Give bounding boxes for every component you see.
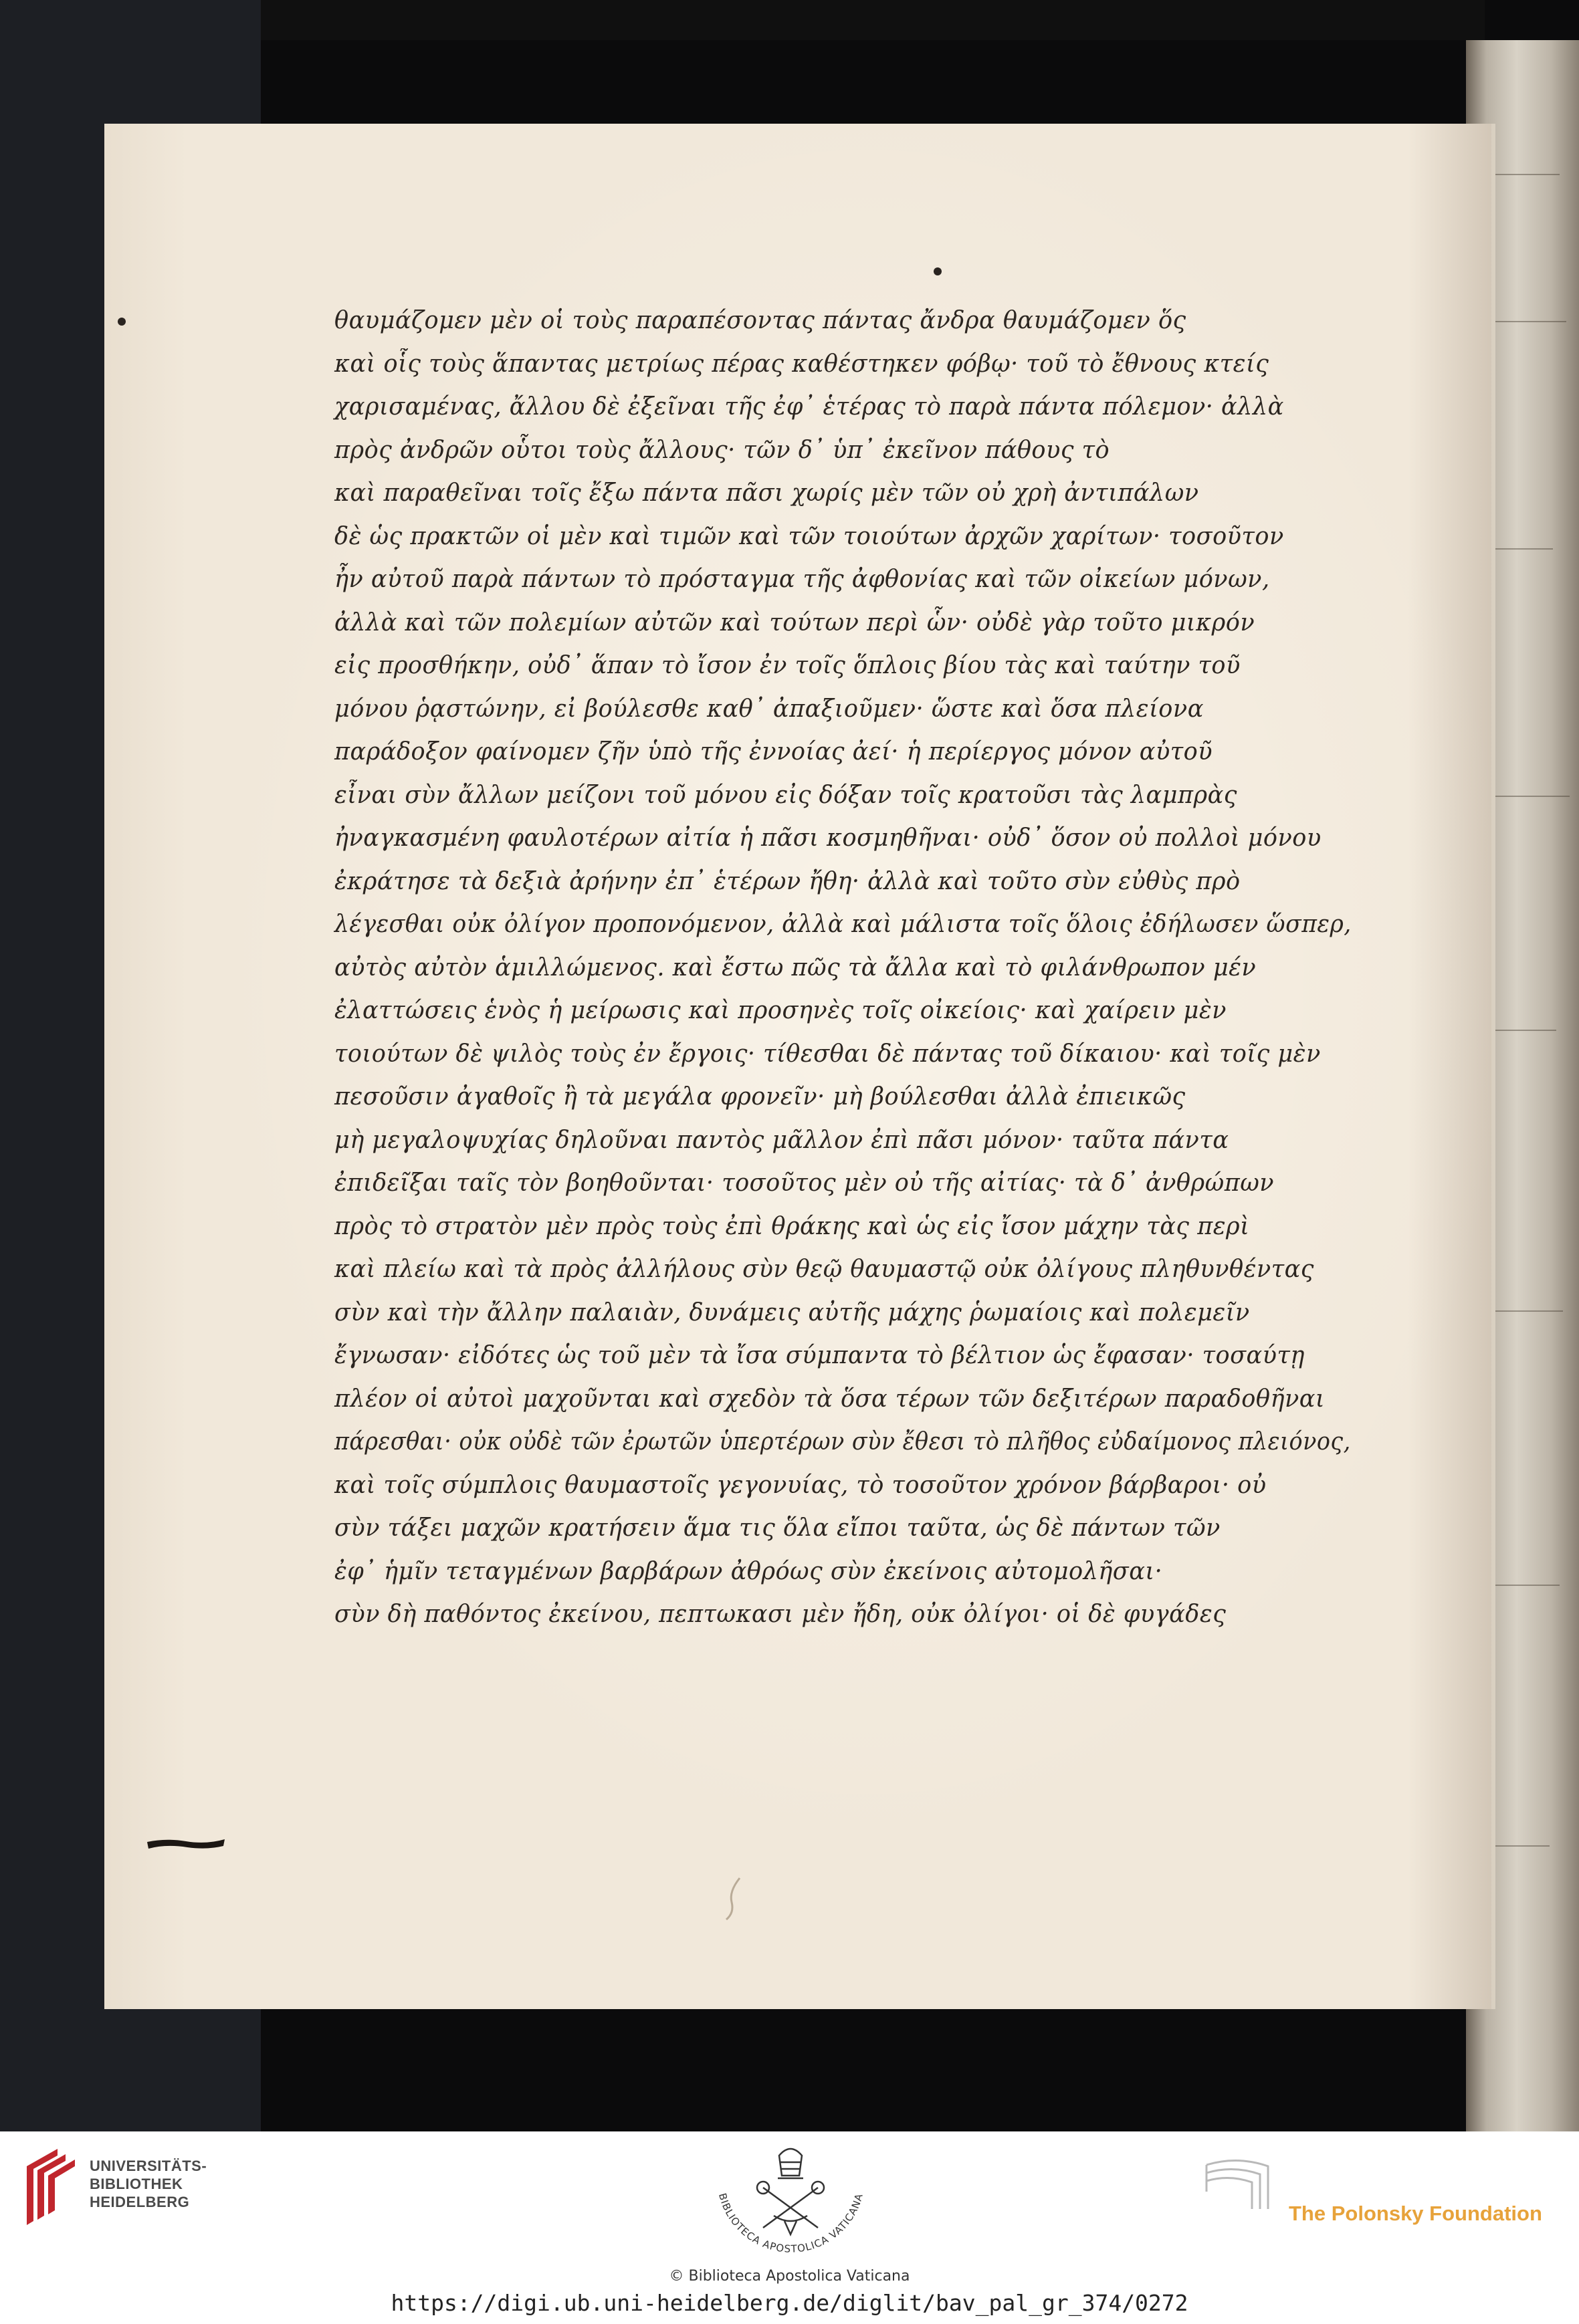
manuscript-line-text: χαρισαμένας, ἄλλου δὲ ἐξεῖναι τῆς ἐφ᾽ ἑτέρας τὸ παρὰ πάντα πόλεμον· ἀλλὰ	[334, 393, 1284, 421]
manuscript-line	[334, 691, 1378, 734]
manuscript-line-text: καὶ οἷς τοὺς ἅπαντας μετρίως πέρας καθέστηκεν φόβῳ· τοῦ τὸ ἔθνους κτείς	[334, 350, 1269, 378]
svg-text:BIBLIOTECA APOSTOLICA VATICANA	[716, 2192, 865, 2255]
page-url[interactable]: https://digi.ub.uni-heidelberg.de/diglit/bav_pal_gr_374/0272	[391, 2290, 1188, 2316]
manuscript-line	[334, 346, 1378, 389]
manuscript-line	[334, 733, 1378, 777]
manuscript-line-text: εἰς προσθήκην, οὐδ᾽ ἅπαν τὸ ἴσον ἐν τοῖς ὅπλοις βίου τὰς καὶ ταύτην τοῦ	[334, 652, 1241, 679]
library-name-line: UNIVERSITÄTS-	[90, 2158, 207, 2174]
manuscript-line	[334, 906, 1378, 949]
manuscript-line	[334, 1553, 1378, 1597]
manuscript-line-text: ἠναγκασμένη φαυλοτέρων αἰτία ἡ πᾶσι κοσμηθῆναι· οὐδ᾽ ὅσον οὐ πολλοὶ μόνου	[334, 824, 1322, 852]
manuscript-line	[334, 647, 1378, 691]
manuscript-line-text: ἐφ᾽ ἡμῖν τεταγμένων βαρβάρων ἀθρόως σὺν ἐκείνοις αὐτομολῆσαι·	[334, 1557, 1163, 1585]
manuscript-line	[334, 1036, 1378, 1079]
page-dot	[934, 267, 942, 275]
manuscript-line-text: σὺν δὴ παθόντος ἐκείνου, πεπτωκασι μὲν ἤδη, οὐκ ὀλίγοι· οἱ δὲ φυγάδες	[334, 1601, 1227, 1628]
library-name-line: HEIDELBERG	[90, 2194, 190, 2210]
manuscript-line	[334, 302, 1378, 346]
manuscript-line-text: μόνου ῥᾳστώνην, εἰ βούλεσθε καθ᾽ ἀπαξιοῦμεν· ὥστε καὶ ὅσα πλείονα	[334, 695, 1204, 723]
scan-background-top	[261, 0, 1485, 40]
copyright-notice: © Biblioteca Apostolica Vaticana	[669, 2268, 910, 2285]
manuscript-line-text: παράδοξον φαίνομεν ζῆν ὑπὸ τῆς ἐννοίας ἀεί· ἡ περίεργος μόνον αὐτοῦ	[334, 738, 1213, 766]
manuscript-line-text: ἔγνωσαν· εἰδότες ὡς τοῦ μὲν τὰ ἴσα σύμπαντα τὸ βέλτιον ὡς ἔφασαν· τοσαύτῃ	[334, 1342, 1305, 1369]
manuscript-line-text: αὐτὸς αὐτὸν ἁμιλλώμενος. καὶ ἔστω πῶς τὰ ἄλλα καὶ τὸ φιλάνθρωπον μέν	[334, 953, 1257, 981]
manuscript-line	[334, 1294, 1378, 1338]
manuscript-line	[334, 432, 1378, 475]
manuscript-line	[334, 518, 1378, 562]
manuscript-line	[334, 604, 1378, 648]
manuscript-line	[334, 1337, 1378, 1381]
manuscript-line	[334, 1165, 1378, 1208]
ink-blot	[146, 1835, 226, 1853]
manuscript-line-text: μὴ μεγαλοψυχίας δηλοῦναι παντὸς μᾶλλον ἐπὶ πᾶσι μόνον· ταῦτα πάντα	[334, 1126, 1229, 1154]
papal-emblem-icon[interactable]	[699, 2141, 883, 2275]
bav-ring-text: BIBLIOTECA APOSTOLICA VATICANA	[716, 2192, 865, 2255]
manuscript-line-text: πλέον οἱ αὐτοὶ μαχοῦνται καὶ σχεδὸν τὰ ὅσα τέρων τῶν δεξιτέρων παραδοθῆναι	[334, 1385, 1326, 1413]
manuscript-line	[334, 1423, 1378, 1467]
manuscript-line	[334, 863, 1378, 907]
manuscript-line-text: σὺν καὶ τὴν ἄλλην παλαιὰν, δυνάμεις αὐτῆς μάχης ῥωμαίοις καὶ πολεμεῖν	[334, 1298, 1250, 1326]
manuscript-line	[334, 1251, 1378, 1294]
manuscript-line-text: πρὸς ἀνδρῶν οὗτοι τοὺς ἄλλους· τῶν δ᾽ ὑπ᾽ ἐκεῖνον πάθους τὸ	[334, 436, 1110, 464]
manuscript-line-text: καὶ τοῖς σύμπλοις θαυμαστοῖς γεγονυίας, τὸ τοσοῦτον χρόνον βάρβαροι· οὐ	[334, 1471, 1267, 1499]
manuscript-line-text: ἐκράτησε τὰ δεξιὰ ἀρήνην ἐπ᾽ ἑτέρων ἤθη· ἀλλὰ καὶ τοῦτο σὺν εὐθὺς πρὸ	[334, 867, 1241, 895]
manuscript-line	[334, 1208, 1378, 1252]
manuscript-line	[334, 388, 1378, 432]
manuscript-line	[334, 475, 1378, 518]
library-name[interactable]	[90, 2157, 207, 2211]
faint-pencil-mark	[720, 1875, 746, 1922]
manuscript-text	[334, 302, 1378, 1639]
manuscript-line	[334, 1467, 1378, 1510]
manuscript-line-text: ἐλαττώσεις ἑνὸς ἡ μείρωσις καὶ προσηνὲς τοῖς οἰκείοις· καὶ χαίρειν μὲν	[334, 997, 1227, 1024]
page-dot	[118, 318, 126, 326]
manuscript-line-text: τοιούτων δὲ ψιλὸς τοὺς ἐν ἔργοις· τίθεσθαι δὲ πάντας τοῦ δίκαιου· καὶ τοῖς μὲν	[334, 1040, 1321, 1068]
manuscript-line-text: πεσοῦσιν ἀγαθοῖς ἢ τὰ μεγάλα φρονεῖν· μὴ βούλεσθαι ἀλλὰ ἐπιεικῶς	[334, 1083, 1186, 1111]
manuscript-line-text: καὶ παραθεῖναι τοῖς ἔξω πάντα πᾶσι χωρίς μὲν τῶν οὐ χρὴ ἀντιπάλων	[334, 479, 1199, 507]
library-name-line: BIBLIOTHEK	[90, 2176, 183, 2192]
ub-heidelberg-logo-icon[interactable]	[17, 2146, 82, 2229]
manuscript-line	[334, 1596, 1378, 1639]
manuscript-line	[334, 949, 1378, 993]
manuscript-line-text: καὶ πλείω καὶ τὰ πρὸς ἀλλήλους σὺν θεῷ θαυμαστῷ οὐκ ὀλίγους πληθυνθέντας	[334, 1256, 1314, 1283]
polonsky-foundation-name[interactable]: The Polonsky Foundation	[1289, 2202, 1542, 2225]
manuscript-line-text: δὲ ὡς πρακτῶν οἱ μὲν καὶ τιμῶν καὶ τῶν τοιούτων ἀρχῶν χαρίτων· τοσοῦτον	[334, 522, 1284, 550]
manuscript-line-text: εἶναι σὺν ἄλλων μείζονι τοῦ μόνου εἰς δόξαν τοῖς κρατοῦσι τὰς λαμπρὰς	[334, 781, 1237, 809]
manuscript-line-text: ἐπιδεῖξαι ταῖς τὸν βοηθοῦνται· τοσοῦτος μὲν οὐ τῆς αἰτίας· τὰ δ᾽ ἀνθρώπων	[334, 1169, 1275, 1197]
manuscript-line	[334, 1122, 1378, 1165]
manuscript-line-text: ἦν αὐτοῦ παρὰ πάντων τὸ πρόσταγμα τῆς ἀφθονίας καὶ τῶν οἰκείων μόνων,	[334, 566, 1270, 593]
polonsky-logo-icon[interactable]	[1204, 2152, 1284, 2209]
manuscript-line-text: σὺν τάξει μαχῶν κρατήσειν ἅμα τις ὅλα εἴποι ταῦτα, ὡς δὲ πάντων τῶν	[334, 1514, 1221, 1542]
manuscript-line	[334, 1510, 1378, 1553]
manuscript-line-text: ἀλλὰ καὶ τῶν πολεμίων αὐτῶν καὶ τούτων περὶ ὧν· οὐδὲ γὰρ τοῦτο μικρόν	[334, 608, 1255, 636]
manuscript-line	[334, 561, 1378, 604]
manuscript-line-text: θαυμάζομεν μὲν οἱ τοὺς παραπέσοντας πάντας ἄνδρα θαυμάζομεν ὅς	[334, 307, 1186, 334]
manuscript-line-text: πρὸς τὸ στρατὸν μὲν πρὸς τοὺς ἐπὶ θράκης καὶ ὡς εἰς ἴσον μάχην τὰς περὶ	[334, 1212, 1250, 1240]
manuscript-line	[334, 992, 1378, 1036]
manuscript-line	[334, 1078, 1378, 1122]
manuscript-line-text: πάρεσθαι· οὐκ οὐδὲ τῶν ἐρωτῶν ὑπερτέρων σὺν ἔθεσι τὸ πλῆθος εὐδαίμονος πλειόνος,	[334, 1428, 1351, 1456]
manuscript-line	[334, 1381, 1378, 1424]
manuscript-line-text: λέγεσθαι οὐκ ὀλίγον προπονόμενον, ἀλλὰ καὶ μάλιστα τοῖς ὅλοις ἐδήλωσεν ὥσπερ,	[334, 911, 1352, 938]
manuscript-line	[334, 777, 1378, 820]
manuscript-line	[334, 820, 1378, 863]
